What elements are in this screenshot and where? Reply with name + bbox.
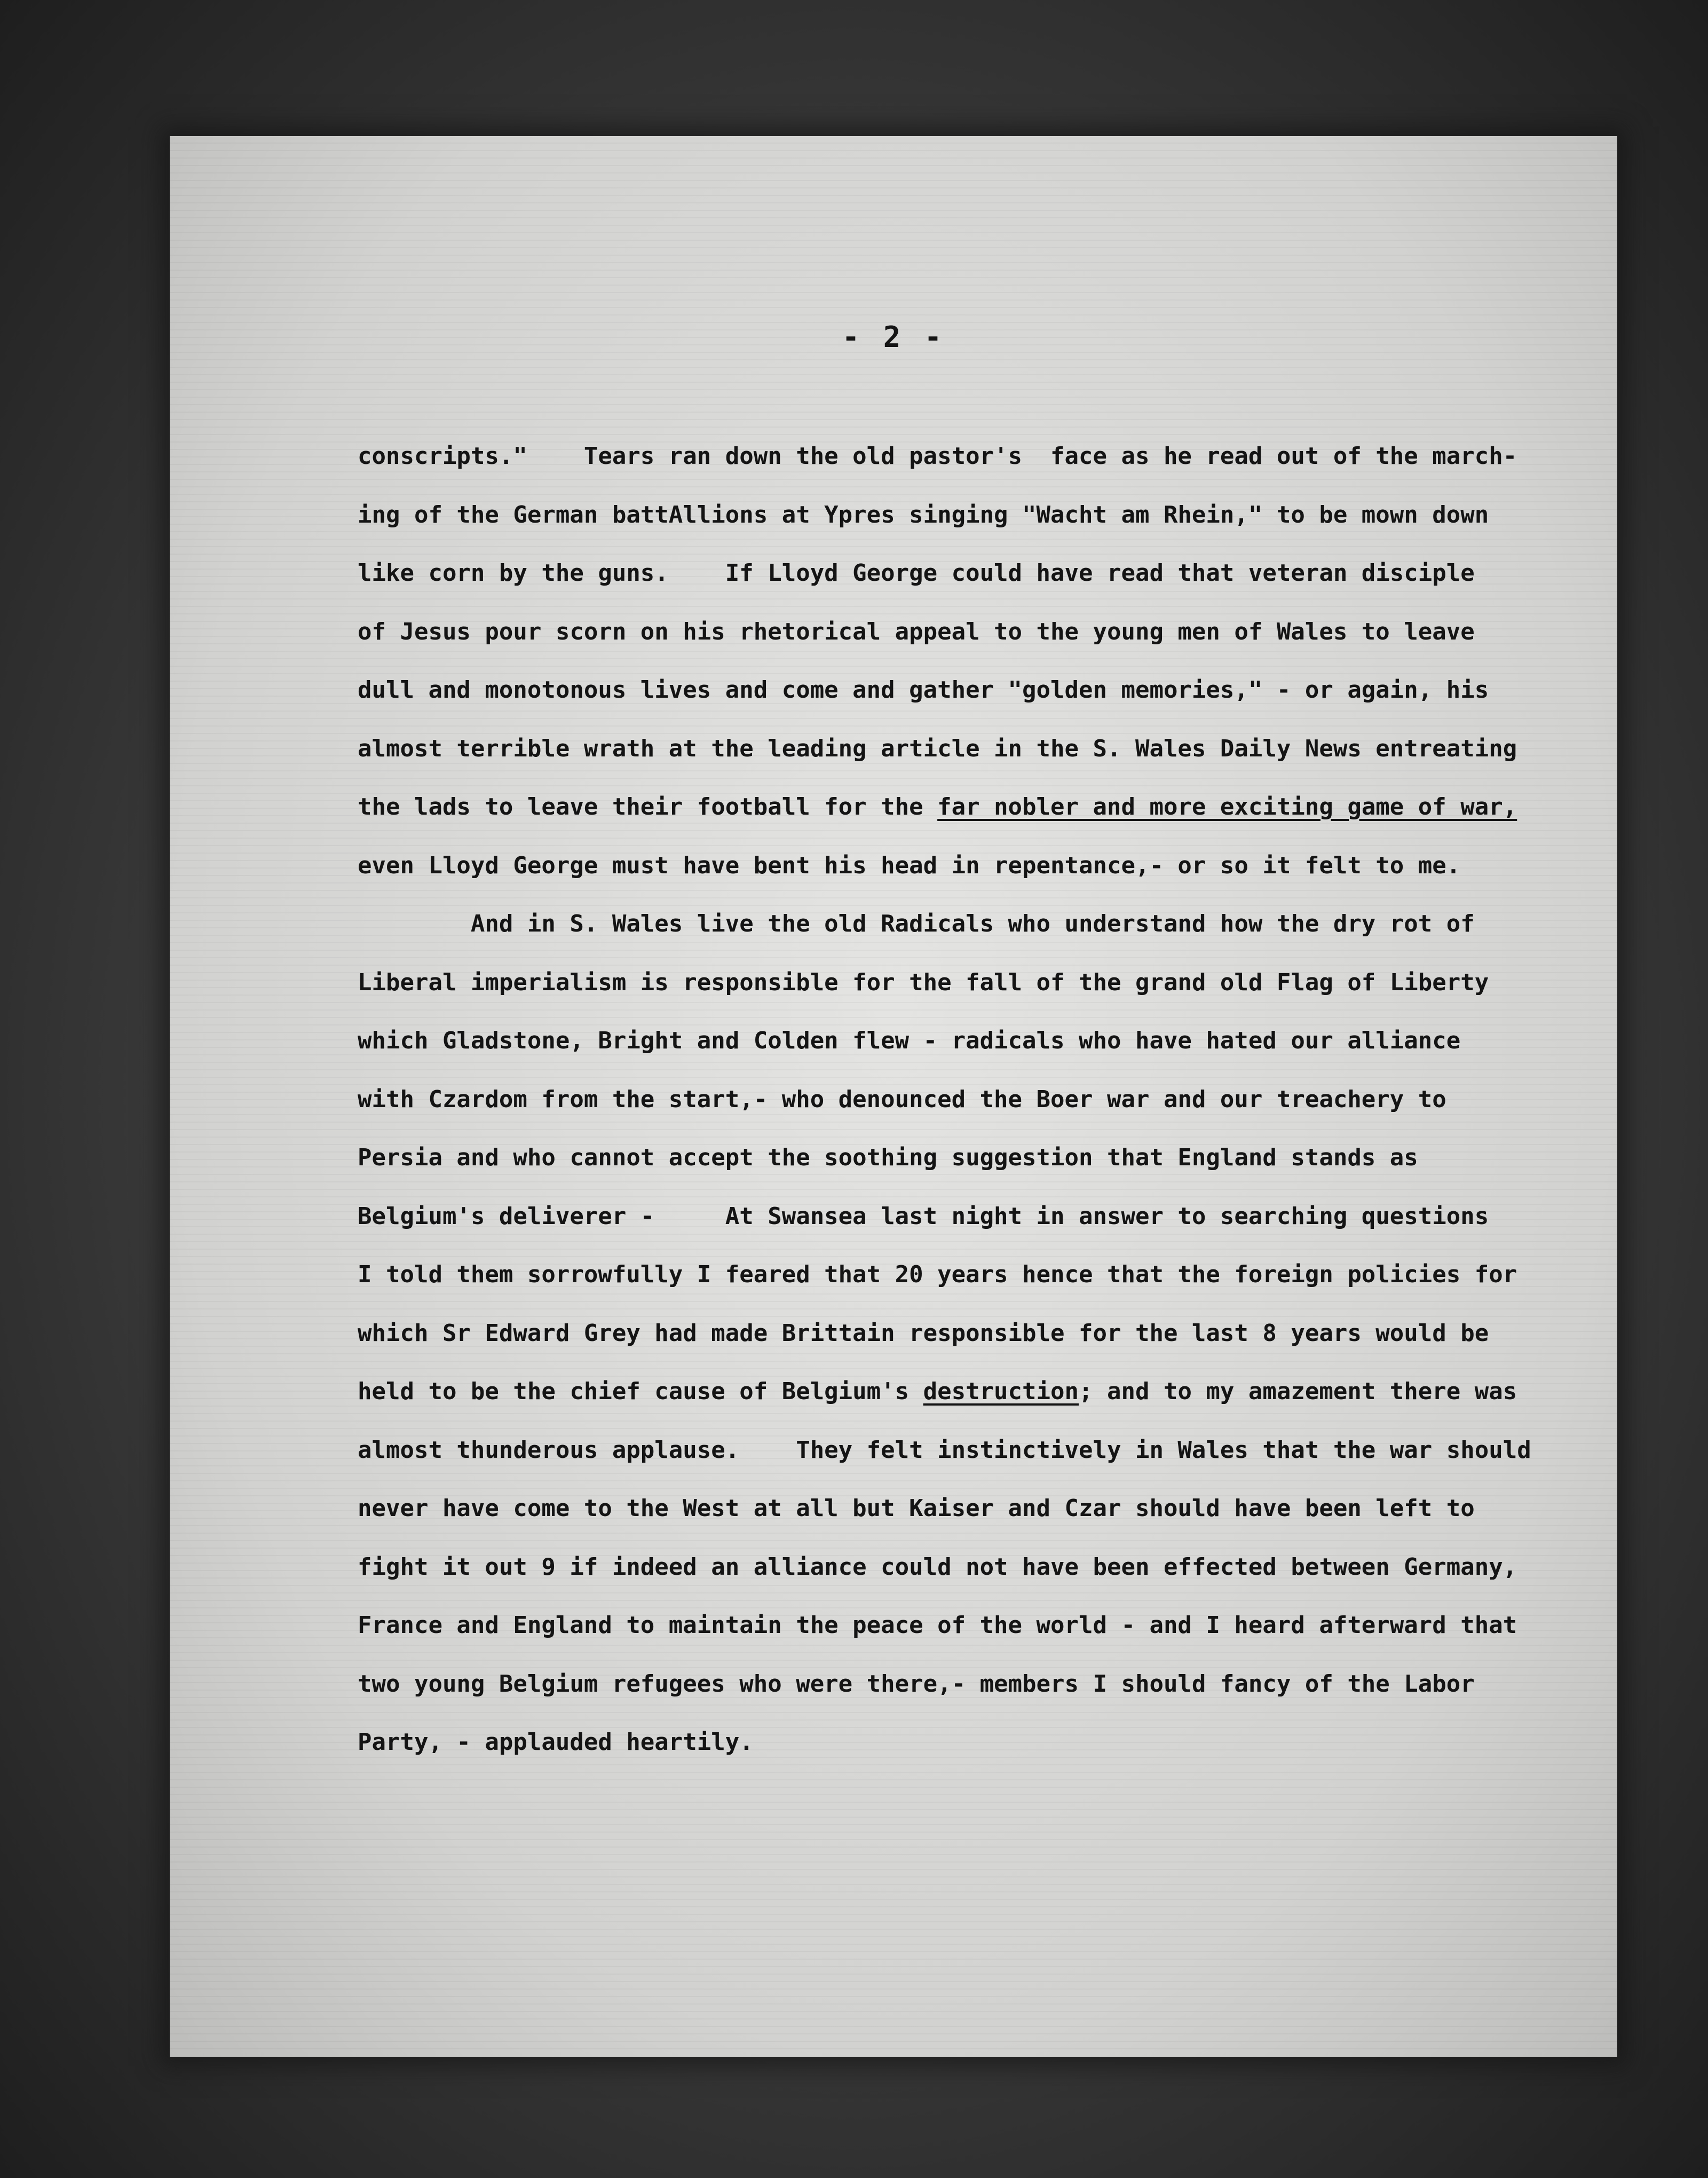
text-segment: which Sr Edward Grey had made Brittain responsible for the last 8 years would be — [358, 1319, 1489, 1347]
text-segment: two young Belgium refugees who were there,- members I should fancy of the Labor — [358, 1670, 1475, 1698]
text-line — [358, 895, 1564, 953]
text-segment: Liberal imperialism is responsible for the fall of the grand old Flag of Liberty — [358, 968, 1489, 996]
text-line — [358, 1245, 1564, 1304]
text-line — [358, 427, 1564, 486]
underlined-text: destruction — [923, 1378, 1079, 1405]
text-segment: Persia and who cannot accept the soothing suggestion that England stands as — [358, 1144, 1418, 1171]
text-line — [358, 1304, 1564, 1363]
text-line — [358, 720, 1564, 778]
text-segment: dull and monotonous lives and come and gather "golden memories," - or again, his — [358, 676, 1489, 704]
text-line — [358, 1421, 1564, 1480]
text-line — [358, 1655, 1564, 1714]
text-segment: Belgium's deliverer - At Swansea last night in answer to searching questions — [358, 1202, 1489, 1230]
text-segment: like corn by the guns. If Lloyd George could have read that veteran disciple — [358, 559, 1475, 587]
text-line — [358, 1187, 1564, 1246]
text-line — [358, 1596, 1564, 1655]
text-line — [358, 1479, 1564, 1538]
text-segment: almost terrible wrath at the leading article in the S. Wales Daily News entreating — [358, 735, 1517, 762]
text-line — [358, 1070, 1564, 1129]
text-segment: which Gladstone, Bright and Colden flew - radicals who have hated our alliance — [358, 1027, 1461, 1054]
text-line — [358, 1012, 1564, 1070]
text-segment: held to be the chief cause of Belgium's — [358, 1378, 923, 1405]
text-segment: never have come to the West at all but Kaiser and Czar should have been left to — [358, 1495, 1475, 1522]
text-line — [358, 603, 1564, 661]
text-line — [358, 1129, 1564, 1187]
text-segment: with Czardom from the start,- who denounced the Boer war and our treachery to — [358, 1085, 1446, 1113]
text-line — [358, 661, 1564, 720]
text-line — [358, 778, 1564, 837]
text-segment: ; and to my amazement there was — [1079, 1378, 1517, 1405]
text-segment: of Jesus pour scorn on his rhetorical appeal to the young men of Wales to leave — [358, 618, 1475, 645]
text-line — [358, 953, 1564, 1012]
text-line — [358, 486, 1564, 544]
text-line — [358, 1713, 1564, 1772]
text-line — [358, 1362, 1564, 1421]
body-text — [358, 427, 1564, 1772]
text-segment: conscripts." Tears ran down the old pastor's face as he read out of the march- — [358, 443, 1517, 470]
text-segment: France and England to maintain the peace of the world - and I heard afterward that — [358, 1612, 1517, 1639]
text-segment: fight it out 9 if indeed an alliance could not have been effected between Germany, — [358, 1553, 1517, 1581]
text-line — [358, 1538, 1564, 1597]
text-segment: the lads to leave their football for the — [358, 793, 938, 820]
text-segment: ing of the German battAllions at Ypres singing "Wacht am Rhein," to be mown down — [358, 501, 1489, 528]
underlined-text: far nobler and more exciting game of war, — [937, 793, 1517, 820]
text-segment: And in S. Wales live the old Radicals who understand how the dry rot of — [358, 910, 1475, 937]
typewritten-page — [170, 136, 1617, 2057]
text-line — [358, 837, 1564, 895]
text-segment: almost thunderous applause. They felt instinctively in Wales that the war should — [358, 1436, 1531, 1464]
text-segment: Party, - applauded heartily. — [358, 1729, 754, 1756]
page-number: - 2 - — [842, 320, 945, 354]
text-line — [358, 544, 1564, 603]
text-segment: even Lloyd George must have bent his head in repentance,- or so it felt to me. — [358, 851, 1461, 879]
text-segment: I told them sorrowfully I feared that 20 years hence that the foreign policies for — [358, 1261, 1517, 1288]
